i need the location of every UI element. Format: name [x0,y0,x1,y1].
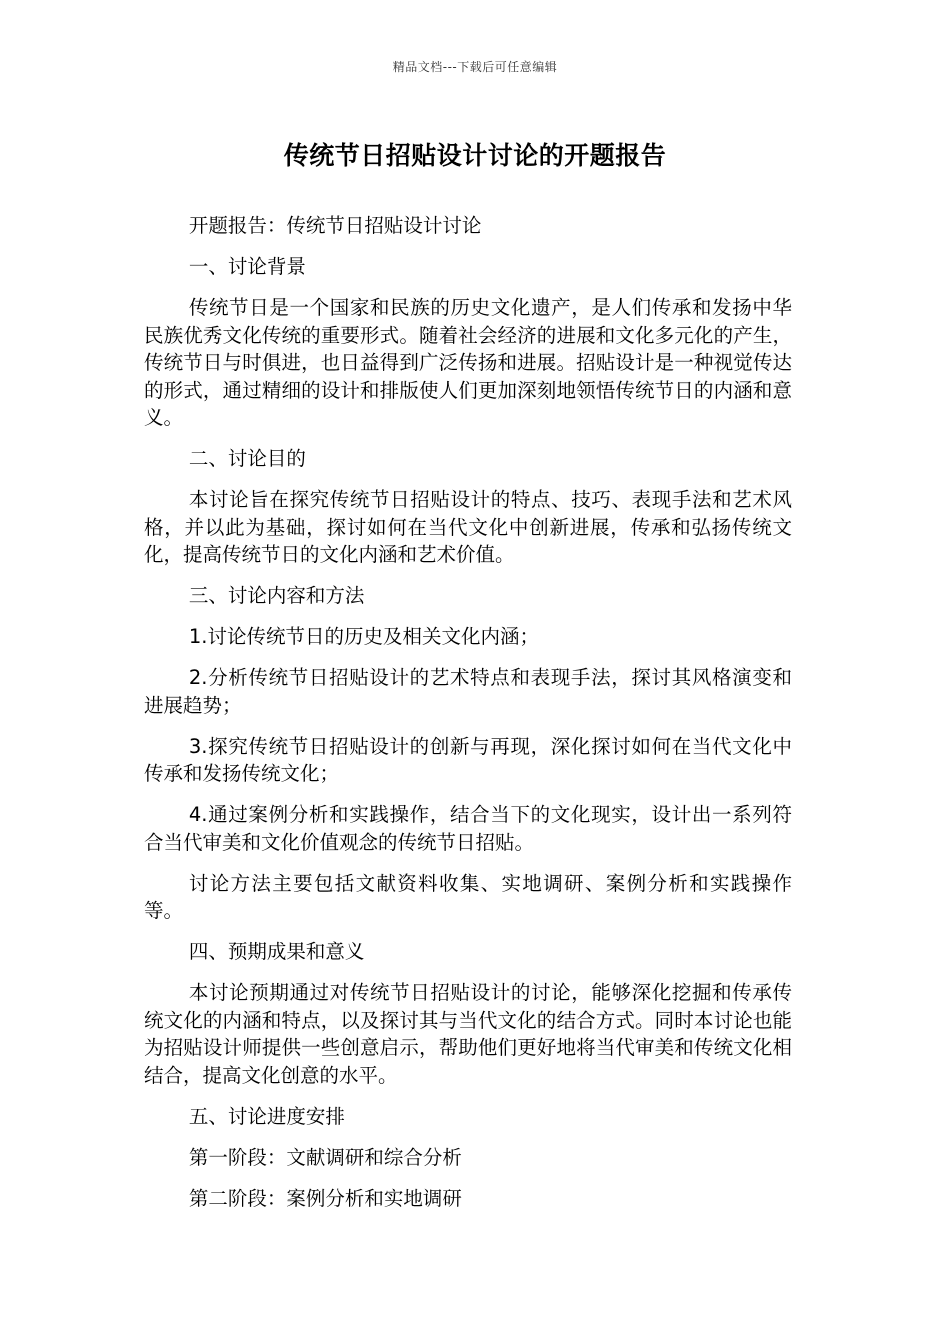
section-heading-content-method: 三、讨论内容和方法 [188,584,365,607]
paragraph-report-heading: 开题报告：传统节日招贴设计讨论 [188,214,482,237]
list-item-2: 2.分析传统节日招贴设计的艺术特点和表现手法，探讨其风格演变和进展趋势； [144,666,792,717]
section-heading-background: 一、讨论背景 [188,255,306,278]
schedule-stage-2: 第二阶段：案例分析和实地调研 [188,1186,462,1210]
document-body [144,212,792,1226]
list-item-3: 3.探究传统节日招贴设计的创新与再现，深化探讨如何在当代文化中传承和发扬传统文化； [144,734,792,785]
schedule-stage-1: 第一阶段：文献调研和综合分析 [188,1145,462,1169]
section-heading-purpose: 二、讨论目的 [188,447,306,470]
section-heading-outcomes: 四、预期成果和意义 [188,940,365,963]
list-item-1: 1.讨论传统节日的历史及相关文化内涵； [188,625,539,648]
list-item-4: 4.通过案例分析和实践操作，结合当下的文化现实，设计出一系列符合当代审美和文化价值观念的传统节日招贴。 [144,803,792,854]
paragraph-background: 传统节日是一个国家和民族的历史文化遗产，是人们传承和发扬中华民族优秀文化传统的重要形式。随着社会经济的进展和文化多元化的产生，传统节日与时俱进，也日益得到广泛传扬和进展。招贴设计是一种视觉传达的形式，通过精细的设计和排版使人们更加深刻地领悟传统节日的内涵和意义。 [144,296,792,429]
paragraph-outcomes: 本讨论预期通过对传统节日招贴设计的讨论，能够深化挖掘和传承传统文化的内涵和特点，以及探讨其与当代文化的结合方式。同时本讨论也能为招贴设计师提供一些创意启示，帮助他们更好地将当代审美和传统文化相结合，提高文化创意的水平。 [144,981,792,1087]
document-title: 传统节日招贴设计讨论的开题报告 [283,141,667,170]
paragraph-purpose: 本讨论旨在探究传统节日招贴设计的特点、技巧、表现手法和艺术风格，并以此为基础，探讨如何在当代文化中创新进展，传承和弘扬传统文化，提高传统节日的文化内涵和艺术价值。 [144,488,792,566]
header-note: 精品文档---下载后可任意编辑 [392,60,558,74]
section-heading-schedule: 五、讨论进度安排 [188,1104,345,1128]
paragraph-methods: 讨论方法主要包括文献资料收集、实地调研、案例分析和实践操作等。 [144,871,792,922]
